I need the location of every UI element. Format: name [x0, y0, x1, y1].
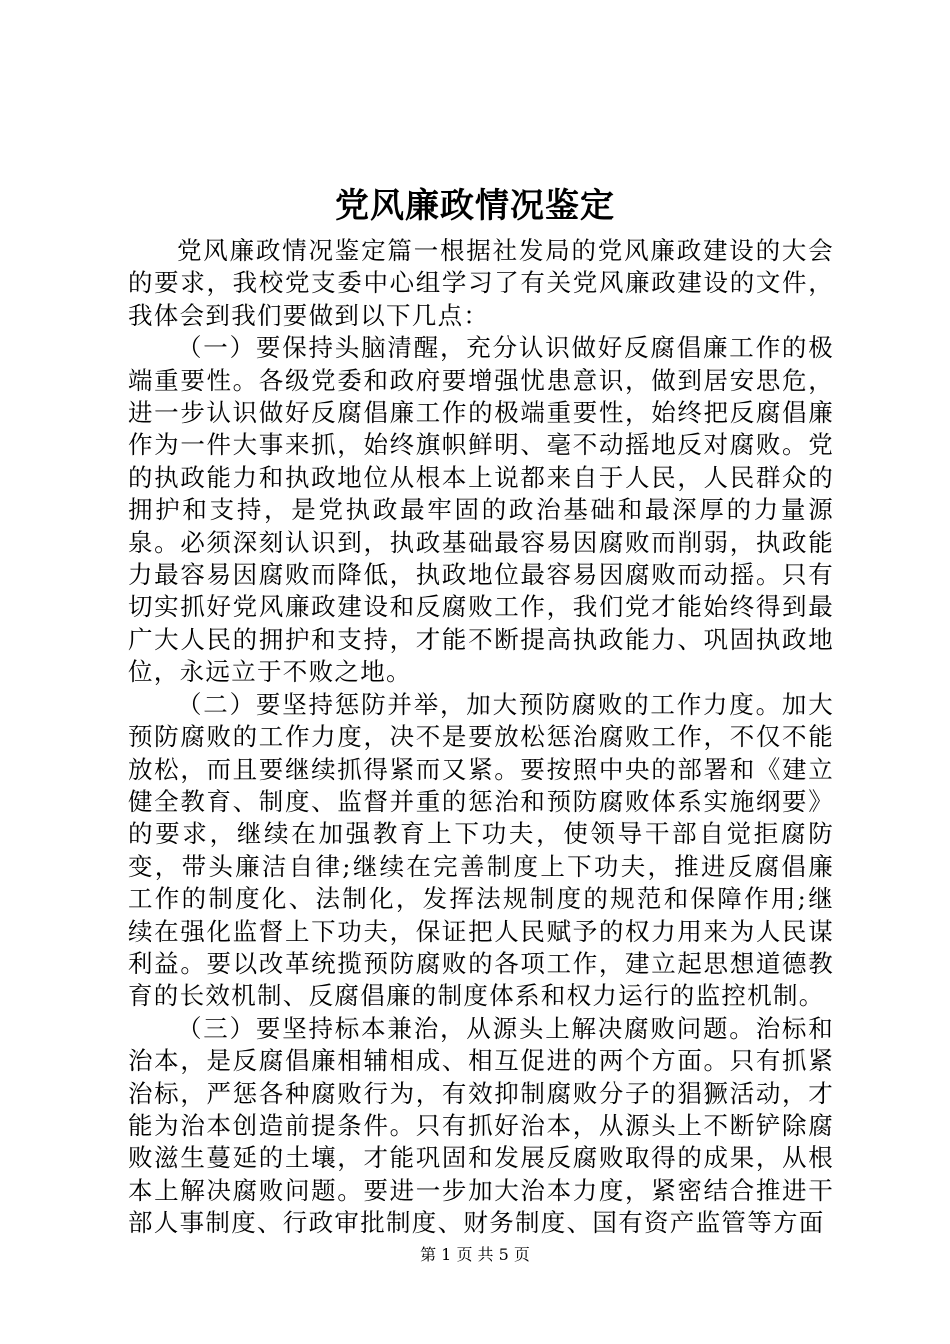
paragraph-section-1: （一）要保持头脑清醒，充分认识做好反腐倡廉工作的极端重要性。各级党委和政府要增强忧患意识，做到居安思危，进一步认识做好反腐倡廉工作的极端重要性，始终把反腐倡廉作为一件大事来抓，始终旗帜鲜明、毫不动摇地反对腐败。党的执政能力和执政地位从根本上说都来自于人民，人民群众的拥护和支持，是党执政最牢固的政治基础和最深厚的力量源泉。必须深刻认识到，执政基础最容易因腐败而削弱，执政能力最容易因腐败而降低，执政地位最容易因腐败而动摇。只有切实抓好党风廉政建设和反腐败工作，我们党才能始终得到最广大人民的拥护和支持，才能不断提高执政能力、巩固执政地位，永远立于不败之地。 — [128, 333, 834, 687]
document-body — [128, 235, 834, 1240]
paragraph-intro: 党风廉政情况鉴定篇一根据社发局的党风廉政建设的大会的要求，我校党支委中心组学习了有关党风廉政建设的文件，我体会到我们要做到以下几点： — [128, 236, 834, 330]
document-title: 党风廉政情况鉴定 — [335, 186, 615, 226]
page-number-footer: 第 1 页 共 5 页 — [420, 1245, 530, 1264]
paragraph-section-3: （三）要坚持标本兼治，从源头上解决腐败问题。治标和治本，是反腐倡廉相辅相成、相互促进的两个方面。只有抓紧治标，严惩各种腐败行为，有效抑制腐败分子的猖獗活动，才能为治本创造前提条件。只有抓好治本，从源头上不断铲除腐败滋生蔓延的土壤，才能巩固和发展反腐败取得的成果，从根本上解决腐败问题。要进一步加大治本力度，紧密结合推进干部人事制度、行政审批制度、财务制度、国有资产监管等方面 — [128, 1013, 834, 1238]
paragraph-section-2: （二）要坚持惩防并举，加大预防腐败的工作力度。加大预防腐败的工作力度，决不是要放松惩治腐败工作，不仅不能放松，而且要继续抓得紧而又紧。要按照中央的部署和《建立健全教育、制度、监督并重的惩治和预防腐败体系实施纲要》的要求，继续在加强教育上下功夫，使领导干部自觉拒腐防变，带头廉洁自律;继续在完善制度上下功夫，推进反腐倡廉工作的制度化、法制化，发挥法规制度的规范和保障作用;继续在强化监督上下功夫，保证把人民赋予的权力用来为人民谋利益。要以改革统揽预防腐败的各项工作，建立起思想道德教育的长效机制、反腐倡廉的制度体系和权力运行的监控机制。 — [128, 689, 834, 1011]
